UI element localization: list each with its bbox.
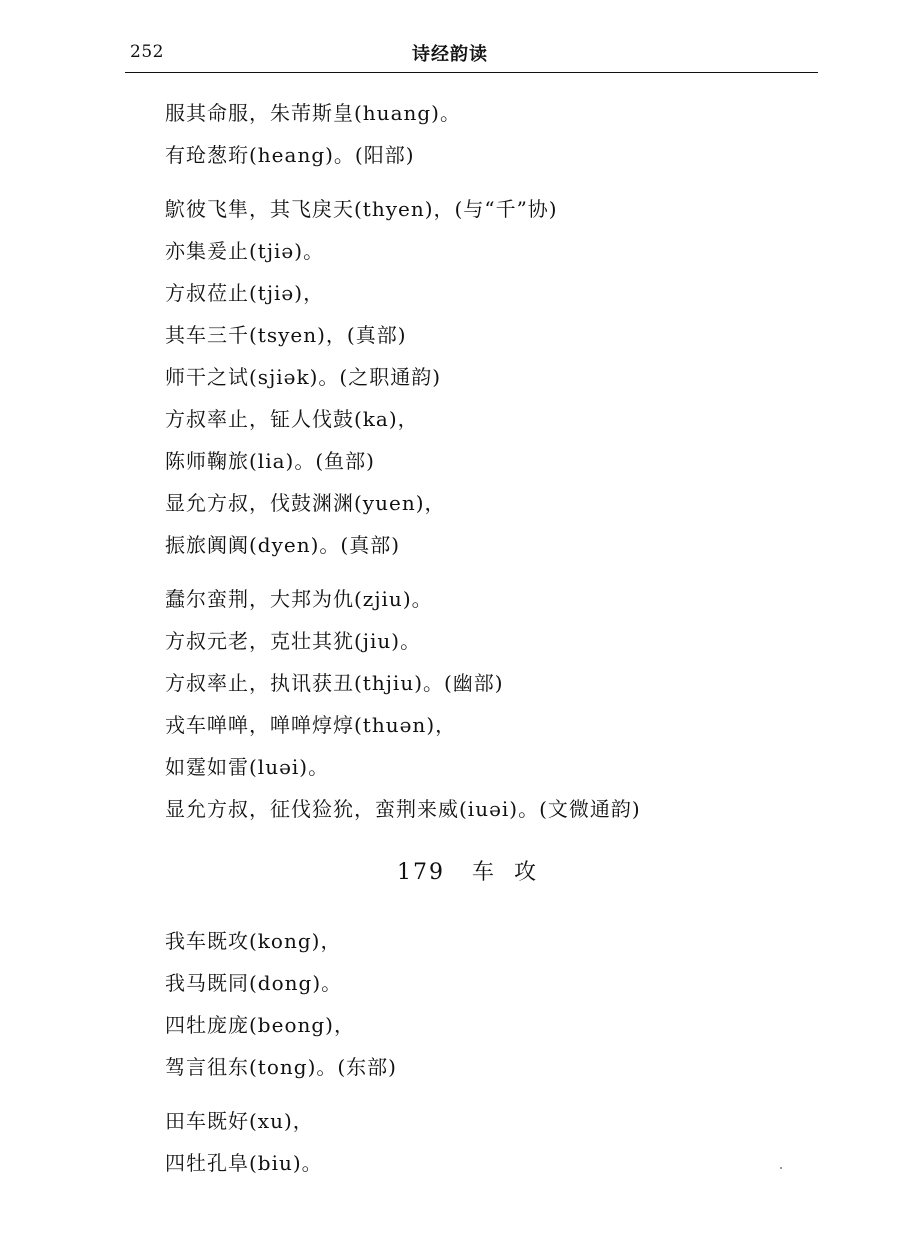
poem-title: 车 攻 — [471, 860, 538, 885]
poem-line: 蠢尔蛮荆，大邦为仇(zjiu)。 — [165, 587, 433, 611]
poem-line: 方叔率止，执讯获丑(thjiu)。(幽部) — [165, 671, 504, 695]
poem-line: 如霆如雷(luəi)。 — [165, 755, 330, 779]
poem-line: 师干之试(sjiək)。(之职通韵) — [165, 365, 442, 389]
poem-line: 四牡庞庞(beong)， — [165, 1013, 355, 1037]
poem-line: 戎车啴啴，啴啴焞焞(thuən)， — [165, 713, 457, 737]
poem-line: 我车既攻(kong)， — [165, 929, 342, 953]
page-number: 252 — [130, 42, 164, 62]
scan-speck — [780, 1167, 782, 1169]
poem-line: 驾言徂东(tong)。(东部) — [165, 1055, 397, 1079]
poem-line: 服其命服，朱芾斯皇(huang)。 — [165, 101, 461, 125]
poem-line: 其车三千(tsyen)，(真部) — [165, 323, 407, 347]
page-body — [165, 92, 825, 1184]
poem-line: 方叔莅止(tjiə)， — [165, 281, 325, 305]
poem-line: 有玱葱珩(heang)。(阳部) — [165, 143, 415, 167]
poem-line: 方叔元老，克壮其犹(jiu)。 — [165, 629, 422, 653]
stanza-4 — [165, 920, 825, 1088]
stanza-2 — [165, 188, 825, 566]
poem-line: 振旅阗阗(dyen)。(真部) — [165, 533, 401, 557]
stanza-1 — [165, 92, 825, 176]
poem-line: 四牡孔阜(biu)。 — [165, 1151, 323, 1175]
poem-line: 显允方叔，征伐猃狁，蛮荆来威(iuəi)。(文微通韵) — [165, 797, 641, 821]
poem-heading — [165, 852, 825, 894]
poem-line: 我马既同(dong)。 — [165, 971, 343, 995]
poem-line: 鴥彼飞隼，其飞戾天(thyen)，(与“千”协) — [165, 197, 558, 221]
poem-line: 显允方叔，伐鼓渊渊(yuen)， — [165, 491, 446, 515]
poem-line: 亦集爰止(tjiə)。 — [165, 239, 325, 263]
poem-line: 方叔率止，钲人伐鼓(ka)， — [165, 407, 419, 431]
header-rule — [125, 72, 818, 73]
page-header-title: 诗经韵读 — [412, 44, 488, 65]
stanza-3 — [165, 578, 825, 830]
poem-line: 陈师鞠旅(lia)。(鱼部) — [165, 449, 375, 473]
stanza-5 — [165, 1100, 825, 1184]
poem-number: 179 — [397, 860, 445, 885]
poem-line: 田车既好(xu)， — [165, 1109, 314, 1133]
